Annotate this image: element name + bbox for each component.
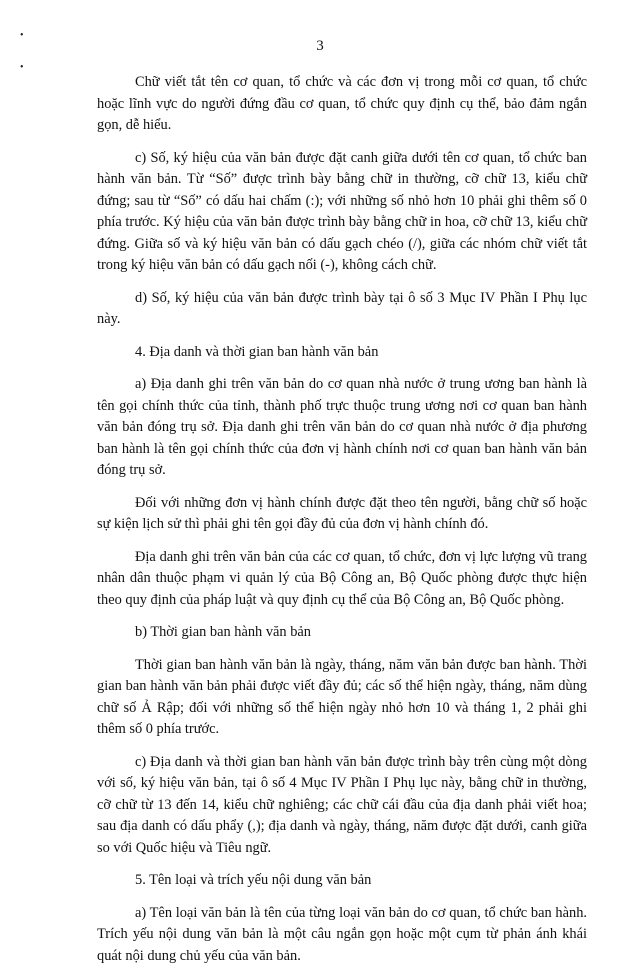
paragraph-c-place-and-time: c) Địa danh và thời gian ban hành văn bản được trình bày trên cùng một dòng với số, ký hiệu văn bản, tại ô số 4 Mục IV Phần I Phụ lục này, bằng chữ in thường, cỡ chữ từ 13 đến 14, kiểu chữ nghiêng; các chữ cái đầu của địa danh phải viết hoa; sau địa danh có dấu phẩy (,); địa danh và ngày, tháng, năm được đặt dưới, canh giữa so với Quốc hiệu và Tiêu ngữ. [97,753,587,856]
paragraph-d-number-symbol: d) Số, ký hiệu của văn bản được trình bày tại ô số 3 Mục IV Phần I Phụ lục này. [97,289,587,327]
paragraph-a-place-name: a) Địa danh ghi trên văn bản do cơ quan nhà nước ở trung ương ban hành là tên gọi chính thức của tỉnh, thành phố trực thuộc trung ương nơi cơ quan ban hành văn bản đóng trụ sở. Địa danh ghi trên văn bản do cơ quan nhà nước ở địa phương ban hành là tên gọi chính thức của đơn vị hành chính nơi cơ quan ban hành văn bản đóng trụ sở. [97,376,587,478]
scan-mark: • [20,30,24,41]
paragraph-abbreviation: Chữ viết tắt tên cơ quan, tổ chức và các đơn vị trong mỗi cơ quan, tổ chức hoặc lĩnh vực do người đứng đầu cơ quan, tổ chức quy định cụ thể, bảo đảm ngắn gọn, dễ hiểu. [97,74,587,133]
page-number: 3 [316,38,324,54]
paragraph-admin-units: Đối với những đơn vị hành chính được đặt theo tên người, bằng chữ số hoặc sự kiện lịch sử thì phải ghi tên gọi đầy đủ của đơn vị hành chính đó. [97,494,587,532]
document-body [97,72,587,978]
section-heading-5: 5. Tên loại và trích yếu nội dung văn bản [135,872,372,888]
paragraph-issue-time: Thời gian ban hành văn bản là ngày, tháng, năm văn bản được ban hành. Thời gian ban hành văn bản phải được viết đầy đủ; các số thể hiện ngày, tháng, năm dùng chữ số Ả Rập; đối với những số thể hiện ngày nhỏ hơn 10 và tháng 1, 2 phải ghi thêm số 0 phía trước. [97,656,587,737]
paragraph-a-document-type: a) Tên loại văn bản là tên của từng loại văn bản do cơ quan, tổ chức ban hành. Trích yếu nội dung văn bản là một câu ngắn gọn hoặc một cụm từ phản ánh khái quát nội dung chủ yếu của văn bản. [97,904,587,964]
section-heading-4: 4. Địa danh và thời gian ban hành văn bản [135,343,379,360]
paragraph-armed-forces: Địa danh ghi trên văn bản của các cơ quan, tổ chức, đơn vị lực lượng vũ trang nhân dân thuộc phạm vi quản lý của Bộ Công an, Bộ Quốc phòng được thực hiện theo quy định của pháp luật và quy định cụ thể của Bộ Công an, Bộ Quốc phòng. [97,548,587,608]
scan-mark: • [20,62,24,73]
paragraph-c-number-symbol: c) Số, ký hiệu của văn bản được đặt canh giữa dưới tên cơ quan, tổ chức ban hành văn bản. Từ “Số” được trình bày bằng chữ in thường, cỡ chữ 13, kiểu chữ đứng; sau từ “Số” có dấu hai chấm (:); với những số nhỏ hơn 10 phải ghi thêm số 0 phía trước. Ký hiệu của văn bản được trình bày bằng chữ in hoa, cỡ chữ 13, kiểu chữ đứng. Giữa số và ký hiệu văn bản có dấu gạch chéo (/), giữa các nhóm chữ viết tắt trong ký hiệu văn bản có dấu gạch nối (-), không cách chữ. [97,149,587,273]
subheading-b-issue-time: b) Thời gian ban hành văn bản [135,624,311,640]
